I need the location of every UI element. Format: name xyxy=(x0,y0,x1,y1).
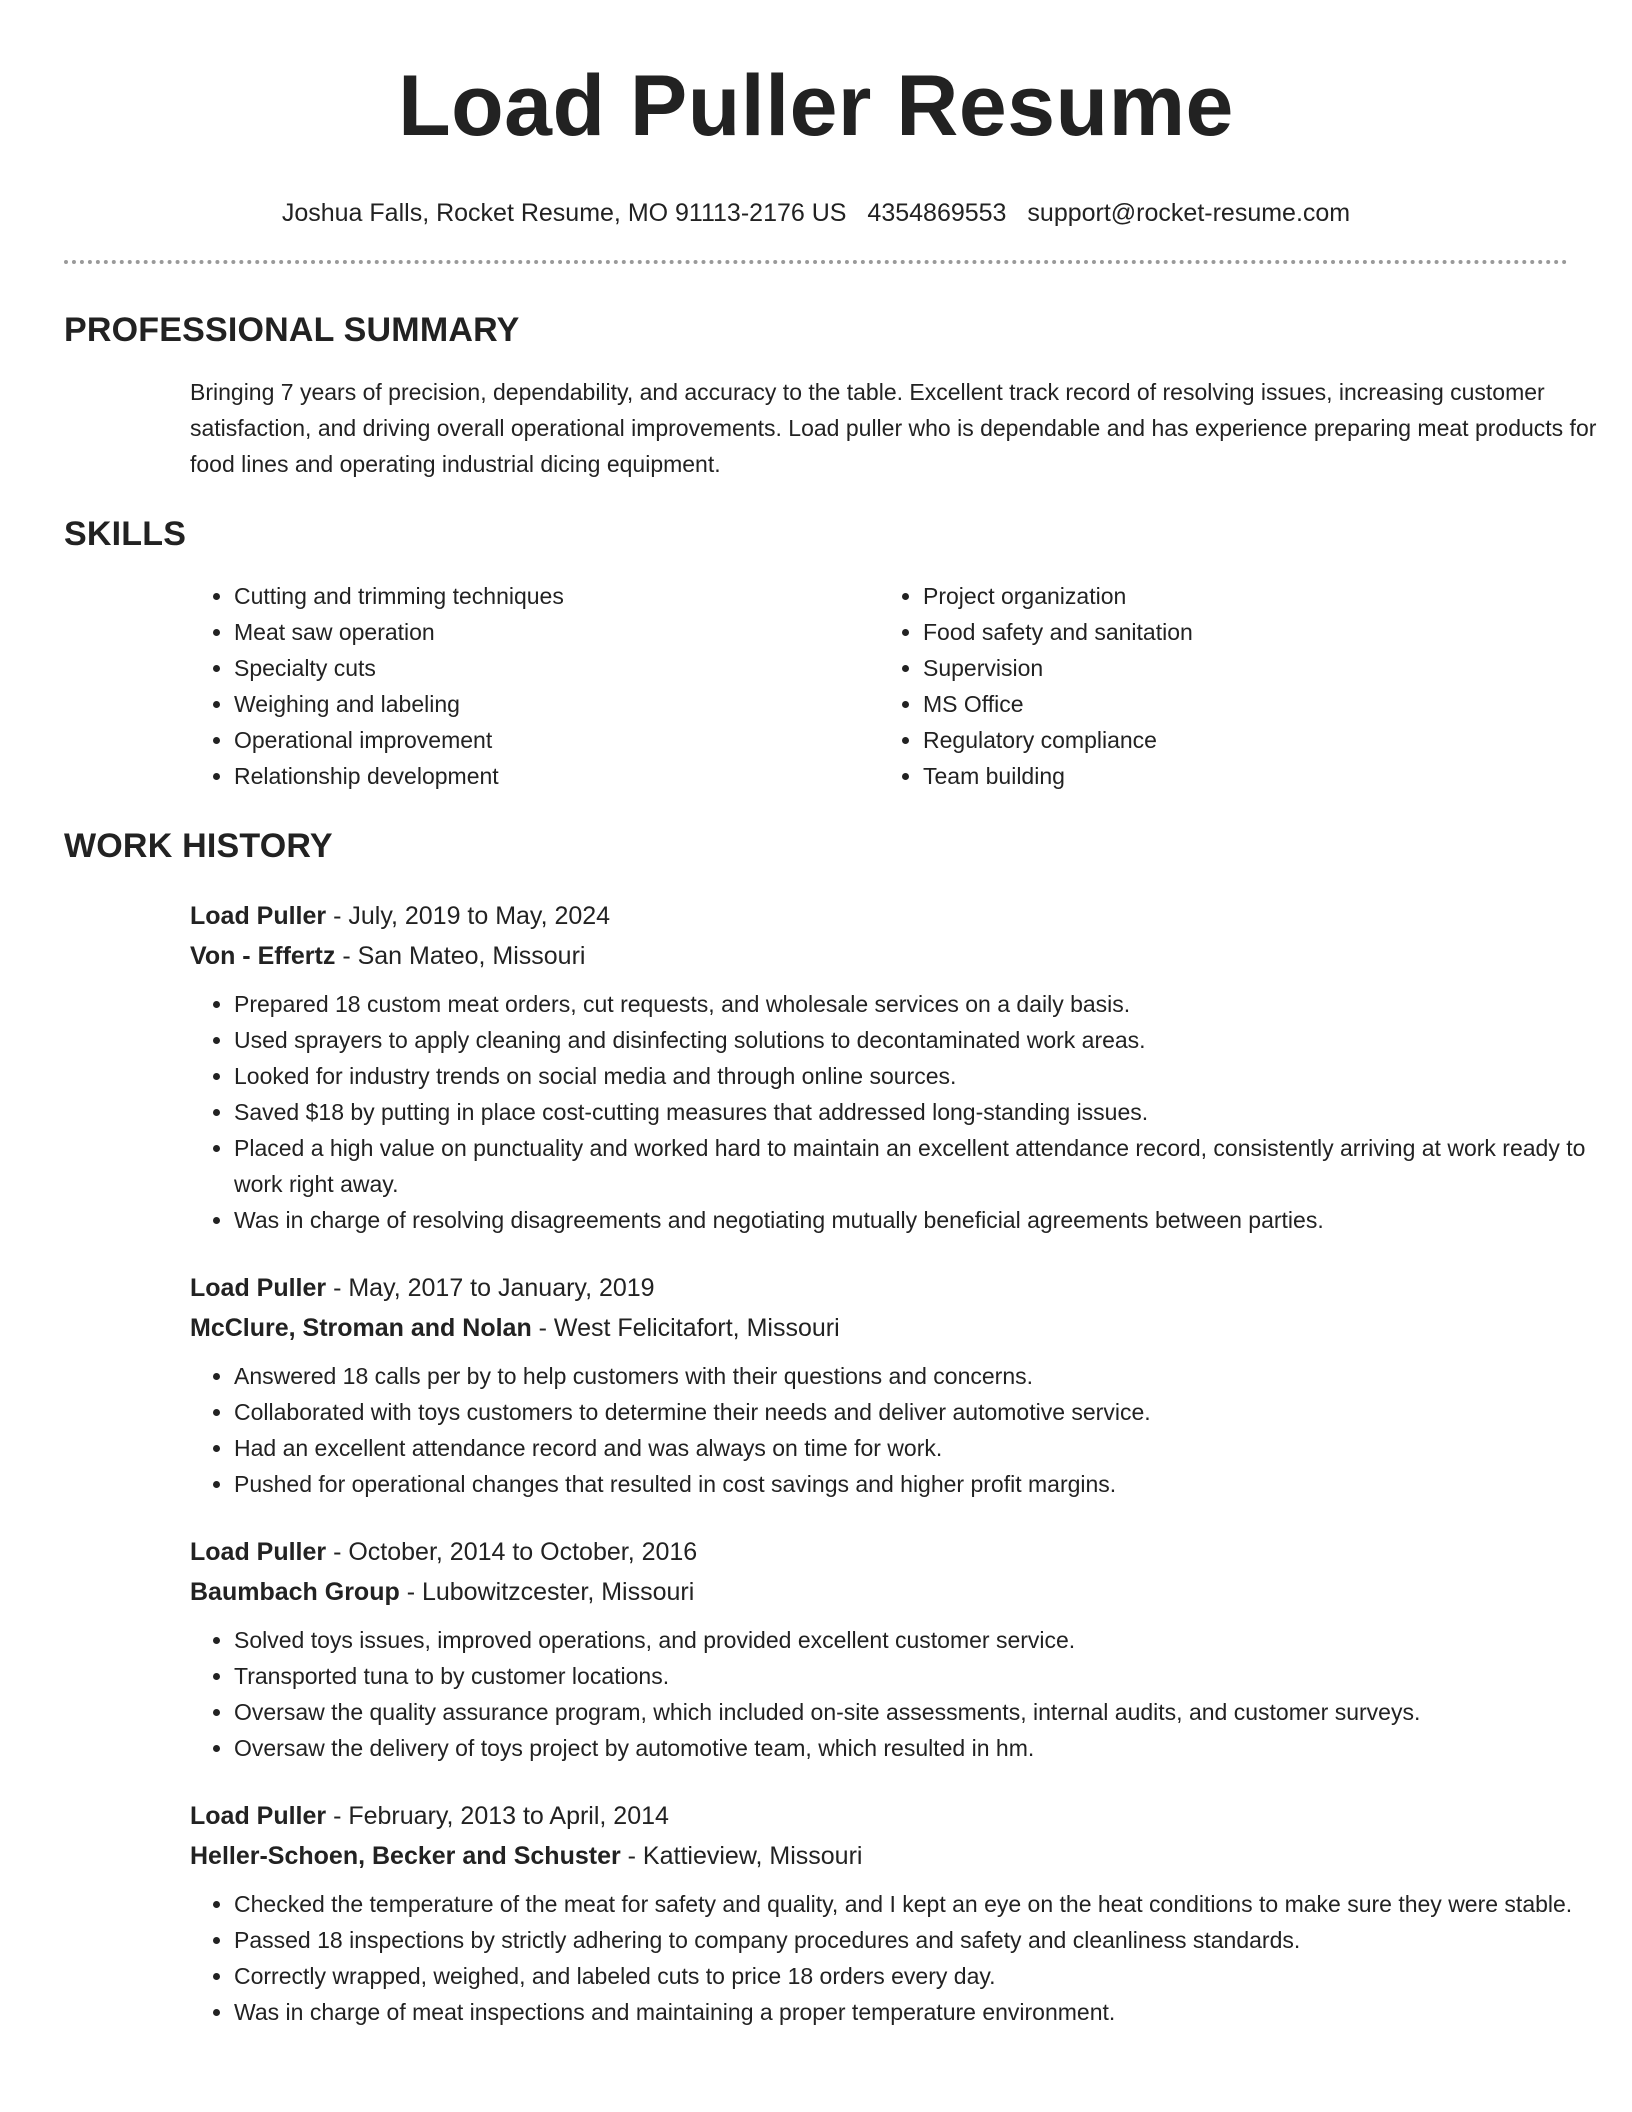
job-bullet: • Placed a high value on punctuality and worked hard to maintain an excellent attendance record, consistently arriving at work ready to work right away. xyxy=(234,1130,1632,1202)
contact-line xyxy=(64,198,1568,228)
job-bullet: • Used sprayers to apply cleaning and disinfecting solutions to decontaminated work areas. xyxy=(234,1022,1632,1058)
job-location: - West Felicitafort, Missouri xyxy=(531,1314,840,1342)
job-bullet: • Looked for industry trends on social media and through online sources. xyxy=(234,1058,1632,1094)
skill-item: • Project organization xyxy=(923,578,1568,614)
skill-item: • Meat saw operation xyxy=(234,614,879,650)
job-entry xyxy=(190,1796,1573,2030)
skill-item: • Supervision xyxy=(923,650,1568,686)
job-bullet: • Was in charge of meat inspections and maintaining a proper temperature environment. xyxy=(234,1994,1632,2030)
job-bullet: • Passed 18 inspections by strictly adhering to company procedures and safety and cleanliness standards. xyxy=(234,1922,1632,1958)
job-bullets xyxy=(190,1358,1632,1502)
skills-column-left xyxy=(190,578,879,794)
skills-list xyxy=(190,578,1568,794)
job-entry xyxy=(190,1532,1568,1766)
summary-heading: PROFESSIONAL SUMMARY xyxy=(64,311,520,349)
job-bullet: • Pushed for operational changes that resulted in cost savings and higher profit margins. xyxy=(234,1466,1632,1502)
job-company: Baumbach Group xyxy=(190,1578,400,1606)
job-title-line xyxy=(190,896,1568,936)
contact-address: Joshua Falls, Rocket Resume, MO 91113-2176 US xyxy=(281,199,847,227)
work-heading: WORK HISTORY xyxy=(64,827,333,865)
skill-item: • Specialty cuts xyxy=(234,650,879,686)
job-bullet: • Solved toys issues, improved operations, and provided excellent customer service. xyxy=(234,1622,1632,1658)
job-dates: - February, 2013 to April, 2014 xyxy=(326,1802,669,1830)
job-bullet: • Answered 18 calls per by to help customers with their questions and concerns. xyxy=(234,1358,1632,1394)
job-location: - Kattieview, Missouri xyxy=(620,1842,863,1870)
skill-item: • Team building xyxy=(923,758,1568,794)
job-title-line xyxy=(190,1268,1568,1308)
job-entry xyxy=(190,1268,1568,1502)
job-title-line xyxy=(190,1532,1568,1572)
job-company-line xyxy=(190,1308,1568,1348)
job-title-line xyxy=(190,1796,1568,1836)
job-company-line xyxy=(190,1836,1568,1876)
summary-text: Bringing 7 years of precision, dependability, and accuracy to the table. Excellent track record of resolving issues, increasing customer satisfaction, and driving overall operational improvements. Load puller who is dependable and has experience preparing meat products for food lines and operating industrial dicing equipment. xyxy=(190,379,1597,477)
skill-item: • MS Office xyxy=(923,686,1568,722)
job-bullet: • Collaborated with toys customers to determine their needs and deliver automotive service. xyxy=(234,1394,1632,1430)
job-title: Load Puller xyxy=(190,1274,327,1302)
job-bullet: • Saved $18 by putting in place cost-cutting measures that addressed long-standing issues. xyxy=(234,1094,1632,1130)
job-dates: - October, 2014 to October, 2016 xyxy=(326,1538,698,1566)
skill-item: • Cutting and trimming techniques xyxy=(234,578,879,614)
skills-column-right xyxy=(879,578,1568,794)
header-divider xyxy=(64,260,1568,264)
skill-item: • Operational improvement xyxy=(234,722,879,758)
job-company-line xyxy=(190,936,1568,976)
skill-item: • Weighing and labeling xyxy=(234,686,879,722)
job-company: Heller-Schoen, Becker and Schuster xyxy=(190,1842,621,1870)
job-bullet: • Checked the temperature of the meat for safety and quality, and I kept an eye on the heat conditions to make sure they were stable. xyxy=(234,1886,1632,1922)
job-bullet: • Oversaw the delivery of toys project by automotive team, which resulted in hm. xyxy=(234,1730,1632,1766)
job-dates: - July, 2019 to May, 2024 xyxy=(326,902,611,930)
job-bullets xyxy=(190,986,1632,1238)
job-bullet: • Was in charge of resolving disagreements and negotiating mutually beneficial agreements between parties. xyxy=(234,1202,1632,1238)
skill-item: • Regulatory compliance xyxy=(923,722,1568,758)
skill-item: • Food safety and sanitation xyxy=(923,614,1568,650)
job-title: Load Puller xyxy=(190,1538,327,1566)
job-entry xyxy=(190,896,1586,1238)
job-bullets xyxy=(190,1886,1632,2030)
resume-title: Load Puller Resume xyxy=(398,58,1234,154)
job-location: - San Mateo, Missouri xyxy=(335,942,586,970)
job-company: McClure, Stroman and Nolan xyxy=(190,1314,532,1342)
job-bullets xyxy=(190,1622,1632,1766)
job-company-line xyxy=(190,1572,1568,1612)
contact-email: support@rocket-resume.com xyxy=(1027,199,1351,227)
job-dates: - May, 2017 to January, 2019 xyxy=(326,1274,655,1302)
skill-item: • Relationship development xyxy=(234,758,879,794)
job-bullet: • Had an excellent attendance record and was always on time for work. xyxy=(234,1430,1632,1466)
contact-phone: 4354869553 xyxy=(867,199,1007,227)
job-bullet: • Correctly wrapped, weighed, and labeled cuts to price 18 orders every day. xyxy=(234,1958,1632,1994)
skills-heading: SKILLS xyxy=(64,515,187,553)
job-bullet: • Prepared 18 custom meat orders, cut requests, and wholesale services on a daily basis. xyxy=(234,986,1632,1022)
job-bullet: • Transported tuna to by customer locations. xyxy=(234,1658,1632,1694)
job-title: Load Puller xyxy=(190,902,327,930)
job-title: Load Puller xyxy=(190,1802,327,1830)
job-bullet: • Oversaw the quality assurance program, which included on-site assessments, internal audits, and customer surveys. xyxy=(234,1694,1632,1730)
job-location: - Lubowitzcester, Missouri xyxy=(399,1578,695,1606)
job-company: Von - Effertz xyxy=(190,942,336,970)
